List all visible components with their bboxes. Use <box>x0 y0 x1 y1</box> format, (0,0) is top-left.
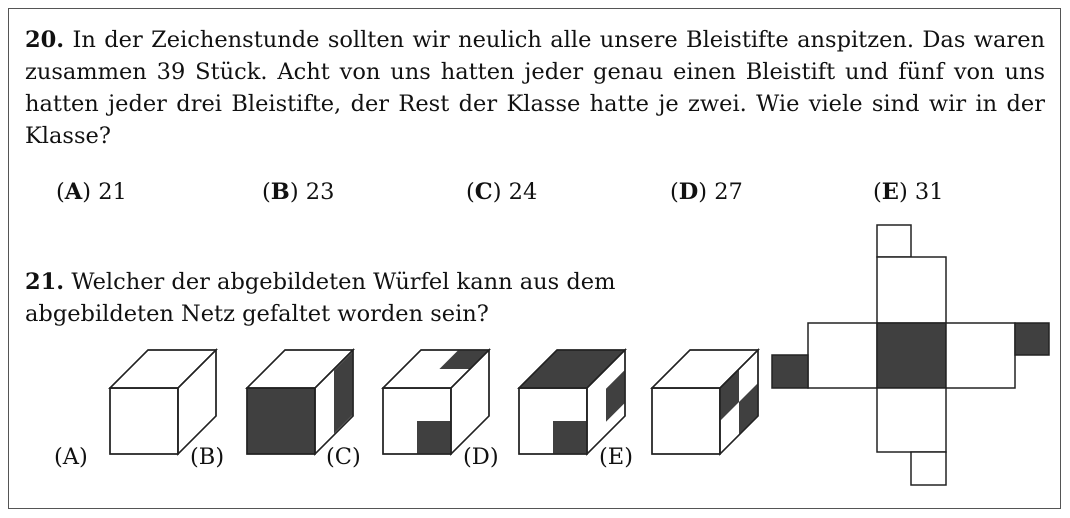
cube-label-c[interactable]: (C) <box>326 444 361 470</box>
cube-label-e[interactable]: (E) <box>599 444 633 470</box>
option-20-e[interactable]: (E) 31 <box>873 179 944 205</box>
cube-label-d[interactable]: (D) <box>463 444 499 470</box>
shaded-patch <box>553 421 587 454</box>
cube-e-front-face <box>652 388 720 454</box>
cube-b-front-face <box>247 388 315 454</box>
question-21-line-2: abgebildeten Netz gefaltet worden sein? <box>25 301 489 327</box>
cube-label-b[interactable]: (B) <box>190 444 225 470</box>
cube-label-a[interactable]: (A) <box>54 444 88 470</box>
question-20-number: 20. <box>25 27 65 53</box>
option-20-d[interactable]: (D) 27 <box>670 179 743 205</box>
option-20-b[interactable]: (B) 23 <box>262 179 335 205</box>
question-21-line-1: 21. Welcher der abgebildeten Würfel kann aus dem <box>25 269 616 295</box>
cube-net <box>772 225 1049 485</box>
question-20-text: In der Zeichenstunde sollten wir neulich alle unsere Bleistifte anspitzen. Das waren zusammen 39 Stück. Acht von uns hatten jeder genau einen Bleistift und fünf von uns hatten jeder drei Bleistifte, der Rest der Klasse hatte je zwei. Wie viele sind wir in der Klasse? <box>25 27 1045 149</box>
option-20-a[interactable]: (A) 21 <box>56 179 127 205</box>
option-20-c[interactable]: (C) 24 <box>466 179 538 205</box>
cube-a-front-face <box>110 388 178 454</box>
shaded-patch <box>417 421 451 454</box>
